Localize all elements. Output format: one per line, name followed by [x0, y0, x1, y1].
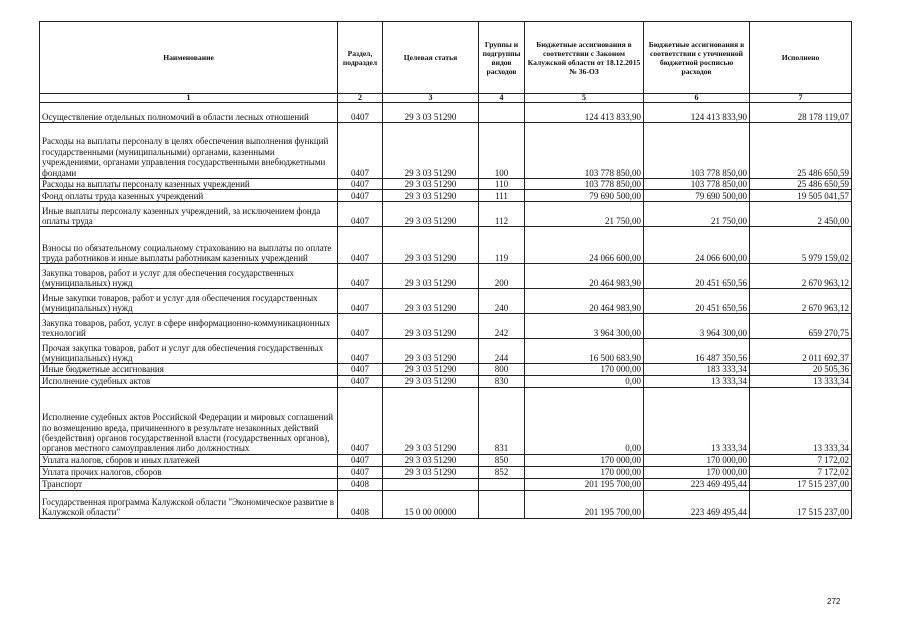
table-row [40, 387, 852, 454]
row-budget-refined: 223 469 495,44 [644, 490, 750, 518]
row-executed: 2 670 963,12 [750, 264, 852, 289]
row-section: 0407 [338, 454, 383, 466]
row-target: 29 3 03 51290 [383, 314, 479, 339]
row-section: 0407 [338, 364, 383, 375]
row-section: 0407 [338, 190, 383, 202]
row-budget-law: 21 750,00 [525, 202, 644, 227]
row-budget-law: 79 690 500,00 [525, 190, 644, 202]
row-executed: 5 979 159,02 [750, 227, 852, 264]
budget-table [39, 21, 852, 519]
header-budget-refined: Бюджетные ассигнования в соответствии с уточненной бюджетной росписью расходов [644, 22, 750, 94]
row-name: Иные бюджетные ассигнования [40, 364, 338, 375]
row-group: 850 [479, 454, 525, 466]
row-executed: 20 505,36 [750, 364, 852, 375]
row-target: 29 3 03 51290 [383, 179, 479, 190]
row-group: 240 [479, 289, 525, 314]
row-target: 29 3 03 51290 [383, 339, 479, 364]
row-name: Иные выплаты персоналу казенных учреждений, за исключением фонда оплаты труда [40, 202, 338, 227]
row-budget-refined: 20 451 650,56 [644, 289, 750, 314]
row-section: 0407 [338, 179, 383, 190]
row-budget-refined: 3 964 300,00 [644, 314, 750, 339]
column-number: 5 [525, 94, 644, 103]
row-section: 0407 [338, 103, 383, 123]
table-row [40, 466, 852, 478]
row-group: 242 [479, 314, 525, 339]
row-section: 0407 [338, 123, 383, 179]
row-group: 112 [479, 202, 525, 227]
row-name: Расходы на выплаты персоналу казенных учреждений [40, 179, 338, 190]
row-name: Исполнение судебных актов Российской Федерации и мировых соглашений по возмещению вреда, причиненного в результате незаконных действий (бездействия) органов государственной власти (государственных органов), органов местного самоуправления либо должностных [40, 387, 338, 454]
table-row [40, 123, 852, 179]
row-section: 0407 [338, 264, 383, 289]
row-section: 0407 [338, 227, 383, 264]
row-target: 29 3 03 51290 [383, 454, 479, 466]
row-budget-law: 170 000,00 [525, 454, 644, 466]
row-target: 29 3 03 51290 [383, 202, 479, 227]
row-name: Расходы на выплаты персоналу в целях обеспечения выполнения функций государственными (муниципальными) органами, казенными учреждениями, органами управления государственными внебюджетными фондами [40, 123, 338, 179]
row-group: 110 [479, 179, 525, 190]
table-row [40, 375, 852, 387]
row-budget-refined: 124 413 833,90 [644, 103, 750, 123]
row-budget-law: 170 000,00 [525, 364, 644, 375]
column-number: 2 [338, 94, 383, 103]
table-row [40, 364, 852, 375]
row-budget-law: 24 066 600,00 [525, 227, 644, 264]
row-budget-law: 103 778 850,00 [525, 179, 644, 190]
row-name: Закупка товаров, работ и услуг для обеспечения государственных (муниципальных) нужд [40, 264, 338, 289]
row-target: 29 3 03 51290 [383, 123, 479, 179]
table-row [40, 179, 852, 190]
column-number: 6 [644, 94, 750, 103]
table-row [40, 478, 852, 490]
row-group: 244 [479, 339, 525, 364]
row-budget-refined: 13 333,34 [644, 375, 750, 387]
table-row [40, 103, 852, 123]
row-section: 0407 [338, 339, 383, 364]
row-budget-refined: 223 469 495,44 [644, 478, 750, 490]
row-executed: 19 505 041,57 [750, 190, 852, 202]
column-number-row [40, 94, 852, 103]
table-row [40, 202, 852, 227]
row-budget-refined: 13 333,34 [644, 387, 750, 454]
row-budget-law: 0,00 [525, 375, 644, 387]
table-row [40, 314, 852, 339]
row-target: 15 0 00 00000 [383, 490, 479, 518]
row-name: Закупка товаров, работ, услуг в сфере информационно-коммуникационных технологий [40, 314, 338, 339]
row-name: Иные закупки товаров, работ и услуг для обеспечения государственных (муниципальных) нужд [40, 289, 338, 314]
row-budget-law: 170 000,00 [525, 466, 644, 478]
row-budget-refined: 79 690 500,00 [644, 190, 750, 202]
row-name: Транспорт [40, 478, 338, 490]
row-executed: 659 270,75 [750, 314, 852, 339]
row-budget-refined: 103 778 850,00 [644, 179, 750, 190]
row-budget-law: 20 464 983,90 [525, 264, 644, 289]
row-executed: 25 486 650,59 [750, 123, 852, 179]
row-budget-refined: 24 066 600,00 [644, 227, 750, 264]
row-section: 0407 [338, 466, 383, 478]
row-budget-refined: 21 750,00 [644, 202, 750, 227]
row-executed: 17 515 237,00 [750, 478, 852, 490]
row-group: 852 [479, 466, 525, 478]
row-name: Осуществление отдельных полномочий в области лесных отношений [40, 103, 338, 123]
table-row [40, 190, 852, 202]
row-executed: 7 172,02 [750, 466, 852, 478]
row-executed: 13 333,34 [750, 375, 852, 387]
row-executed: 7 172,02 [750, 454, 852, 466]
row-executed: 25 486 650,59 [750, 179, 852, 190]
row-name: Уплата прочих налогов, сборов [40, 466, 338, 478]
row-budget-law: 103 778 850,00 [525, 123, 644, 179]
row-group: 111 [479, 190, 525, 202]
table-row [40, 454, 852, 466]
row-group: 100 [479, 123, 525, 179]
row-section: 0407 [338, 289, 383, 314]
column-number: 4 [479, 94, 525, 103]
header-executed: Исполнено [750, 22, 852, 94]
header-section: Раздел, подраздел [338, 22, 383, 94]
row-name: Прочая закупка товаров, работ и услуг для обеспечения государственных (муниципальных) нужд [40, 339, 338, 364]
row-target: 29 3 03 51290 [383, 264, 479, 289]
row-budget-law: 16 500 683,90 [525, 339, 644, 364]
row-name: Взносы по обязательному социальному страхованию на выплаты по оплате труда работников и иные выплаты работникам казенных учреждений [40, 227, 338, 264]
row-budget-law: 20 464 983,90 [525, 289, 644, 314]
header-groups: Группы и подгруппы видов расходов [479, 22, 525, 94]
table-row [40, 264, 852, 289]
page-number: 272 [827, 597, 841, 606]
row-group [479, 490, 525, 518]
row-executed: 2 670 963,12 [750, 289, 852, 314]
row-target: 29 3 03 51290 [383, 289, 479, 314]
table-row [40, 490, 852, 518]
row-group: 200 [479, 264, 525, 289]
row-group [479, 103, 525, 123]
row-target: 29 3 03 51290 [383, 190, 479, 202]
row-name: Уплата налогов, сборов и иных платежей [40, 454, 338, 466]
row-group: 830 [479, 375, 525, 387]
row-budget-refined: 170 000,00 [644, 466, 750, 478]
header-name: Наименование [40, 22, 338, 94]
row-section: 0407 [338, 387, 383, 454]
row-name: Фонд оплаты труда казенных учреждений [40, 190, 338, 202]
row-executed: 28 178 119,07 [750, 103, 852, 123]
row-executed: 2 011 692,37 [750, 339, 852, 364]
row-section: 0407 [338, 375, 383, 387]
row-executed: 17 515 237,00 [750, 490, 852, 518]
row-name: Государственная программа Калужской области "Экономическое развитие в Калужской области" [40, 490, 338, 518]
row-target: 29 3 03 51290 [383, 375, 479, 387]
table-body [40, 103, 852, 519]
row-budget-law: 201 195 700,00 [525, 478, 644, 490]
row-budget-refined: 170 000,00 [644, 454, 750, 466]
row-section: 0408 [338, 478, 383, 490]
row-budget-refined: 20 451 650,56 [644, 264, 750, 289]
header-budget-law: Бюджетные ассигнования в соответствии с Законом Калужской области от 18.12.2015 № 36-ОЗ [525, 22, 644, 94]
table-row [40, 339, 852, 364]
row-name: Исполнение судебных актов [40, 375, 338, 387]
table-header-row [40, 22, 852, 94]
row-executed: 13 333,34 [750, 387, 852, 454]
row-target: 29 3 03 51290 [383, 387, 479, 454]
row-budget-law: 124 413 833,90 [525, 103, 644, 123]
row-budget-law: 3 964 300,00 [525, 314, 644, 339]
column-number: 7 [750, 94, 852, 103]
row-target: 29 3 03 51290 [383, 364, 479, 375]
row-section: 0408 [338, 490, 383, 518]
row-target [383, 478, 479, 490]
row-target: 29 3 03 51290 [383, 103, 479, 123]
row-group: 800 [479, 364, 525, 375]
row-target: 29 3 03 51290 [383, 466, 479, 478]
row-group [479, 478, 525, 490]
header-target: Целевая статья [383, 22, 479, 94]
row-group: 831 [479, 387, 525, 454]
row-budget-refined: 16 487 350,56 [644, 339, 750, 364]
table-row [40, 227, 852, 264]
row-budget-refined: 183 333,34 [644, 364, 750, 375]
row-section: 0407 [338, 314, 383, 339]
row-section: 0407 [338, 202, 383, 227]
row-group: 119 [479, 227, 525, 264]
budget-sheet [39, 21, 851, 519]
table-row [40, 289, 852, 314]
column-number: 1 [40, 94, 338, 103]
row-budget-refined: 103 778 850,00 [644, 123, 750, 179]
row-target: 29 3 03 51290 [383, 227, 479, 264]
row-budget-law: 201 195 700,00 [525, 490, 644, 518]
row-executed: 2 450,00 [750, 202, 852, 227]
row-budget-law: 0,00 [525, 387, 644, 454]
column-number: 3 [383, 94, 479, 103]
